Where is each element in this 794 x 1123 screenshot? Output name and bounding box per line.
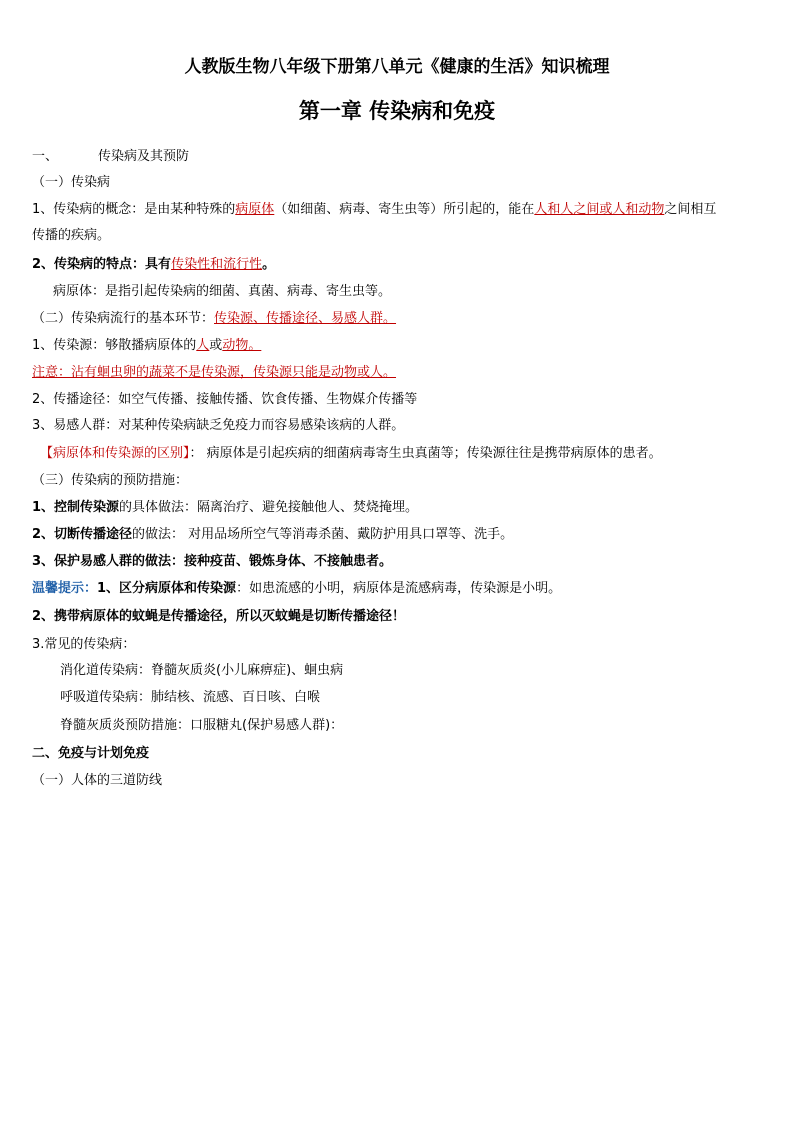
text-run: 1、传染病的概念：是由某种特殊的 (32, 202, 236, 217)
subsection-heading-3: （三）传染病的预防措施： (32, 473, 189, 488)
paragraph-pathogen-def: 病原体：是指引起传染病的细菌、真菌、病毒、寄生虫等。 (53, 284, 392, 299)
text-run: （二）传染病流行的基本环节： (32, 311, 215, 326)
text-run: ： 病原体是引起疾病的细菌病毒寄生虫真菌等；传染源往往是携带病原体的患者。 (189, 446, 662, 461)
chapter-title: 第一章 传染病和免疫 (298, 98, 496, 123)
section-heading-2: 二、免疫与计划免疫 (32, 746, 150, 761)
paragraph-concept-cont: 传播的疾病。 (32, 228, 111, 243)
text-run: （如细菌、病毒、寄生虫等）所引起的，能在 (274, 202, 535, 217)
text-run: 的具体做法：隔离治疗、避免接触他人、焚烧掩埋。 (119, 500, 419, 515)
paragraph-difference (40, 445, 662, 463)
subsection-heading-1: （一）传染病 (32, 175, 111, 190)
text-run: 或 (209, 338, 223, 353)
list-item-respiratory: 呼吸道传染病：肺结核、流感、百日咳、白喉 (60, 690, 321, 705)
text-run: 。 (262, 257, 276, 272)
document-title: 人教版生物八年级下册第八单元《健康的生活》知识梳理 (184, 57, 610, 77)
text-run: 的做法： 对用品场所空气等消毒杀菌、戴防护用具口罩等、洗手。 (132, 527, 514, 542)
highlight-animal: 动物。 (222, 338, 262, 353)
paragraph-cut-route (32, 526, 513, 544)
text-run: 1、传染源：够散播病原体的 (32, 338, 197, 353)
paragraph-common-diseases: 3.常见的传染病： (32, 637, 136, 652)
bold-run: 1、控制传染源 (32, 500, 120, 515)
text-run: 2、传染病的特点： (32, 257, 146, 272)
paragraph-control-source (32, 499, 418, 517)
paragraph-tip (32, 580, 561, 598)
paragraph-susceptible: 3、易感人群：对某种传染病缺乏免疫力而容易感染该病的人群。 (32, 418, 405, 433)
section-number: 一、 (32, 149, 59, 164)
paragraph-features (32, 256, 275, 274)
text-run: ：如患流感的小明，病原体是流感病毒，传染源是小明。 (236, 581, 562, 596)
highlight-links: 传染源、传播途径、易感人群。 (214, 311, 397, 326)
paragraph-route: 2、传播途径：如空气传播、接触传播、饮食传播、生物媒介传播等 (32, 392, 418, 407)
note-source: 注意：沾有蛔虫卵的蔬菜不是传染源，传染源只能是动物或人。 (32, 365, 397, 380)
highlight-difference-label: 【病原体和传染源的区别】 (40, 446, 190, 461)
paragraph-source (32, 337, 261, 355)
section-text: 传染病及其预防 (98, 149, 190, 164)
highlight-features: 传染性和流行性 (171, 257, 263, 272)
highlight-transmission: 人和人之间或人和动物 (534, 202, 665, 217)
highlight-pathogen: 病原体 (235, 202, 275, 217)
list-item-digestive: 消化道传染病：脊髓灰质炎(小儿麻痹症)、蛔虫病 (60, 663, 344, 678)
paragraph-protect: 3、保护易感人群的做法：接种疫苗、锻炼身体、不接触患者。 (32, 554, 393, 569)
subsection-heading-2 (32, 310, 396, 328)
text-run: 之间相互 (664, 202, 717, 217)
tip-label: 温馨提示： (32, 581, 98, 596)
list-item-polio: 脊髓灰质炎预防措施：口服糖丸(保护易感人群)： (60, 718, 344, 733)
bold-run: 2、切断传播途径 (32, 527, 133, 542)
paragraph-concept (32, 201, 716, 219)
bold-run: 1、区分病原体和传染源 (97, 581, 237, 596)
highlight-human: 人 (196, 338, 210, 353)
paragraph-mosquito: 2、携带病原体的蚊蝇是传播途径，所以灭蚊蝇是切断传播途径！ (32, 609, 406, 624)
text-run: 具有 (145, 257, 172, 272)
subsection-heading-4: （一）人体的三道防线 (32, 773, 163, 788)
section-heading-1 (32, 148, 189, 166)
